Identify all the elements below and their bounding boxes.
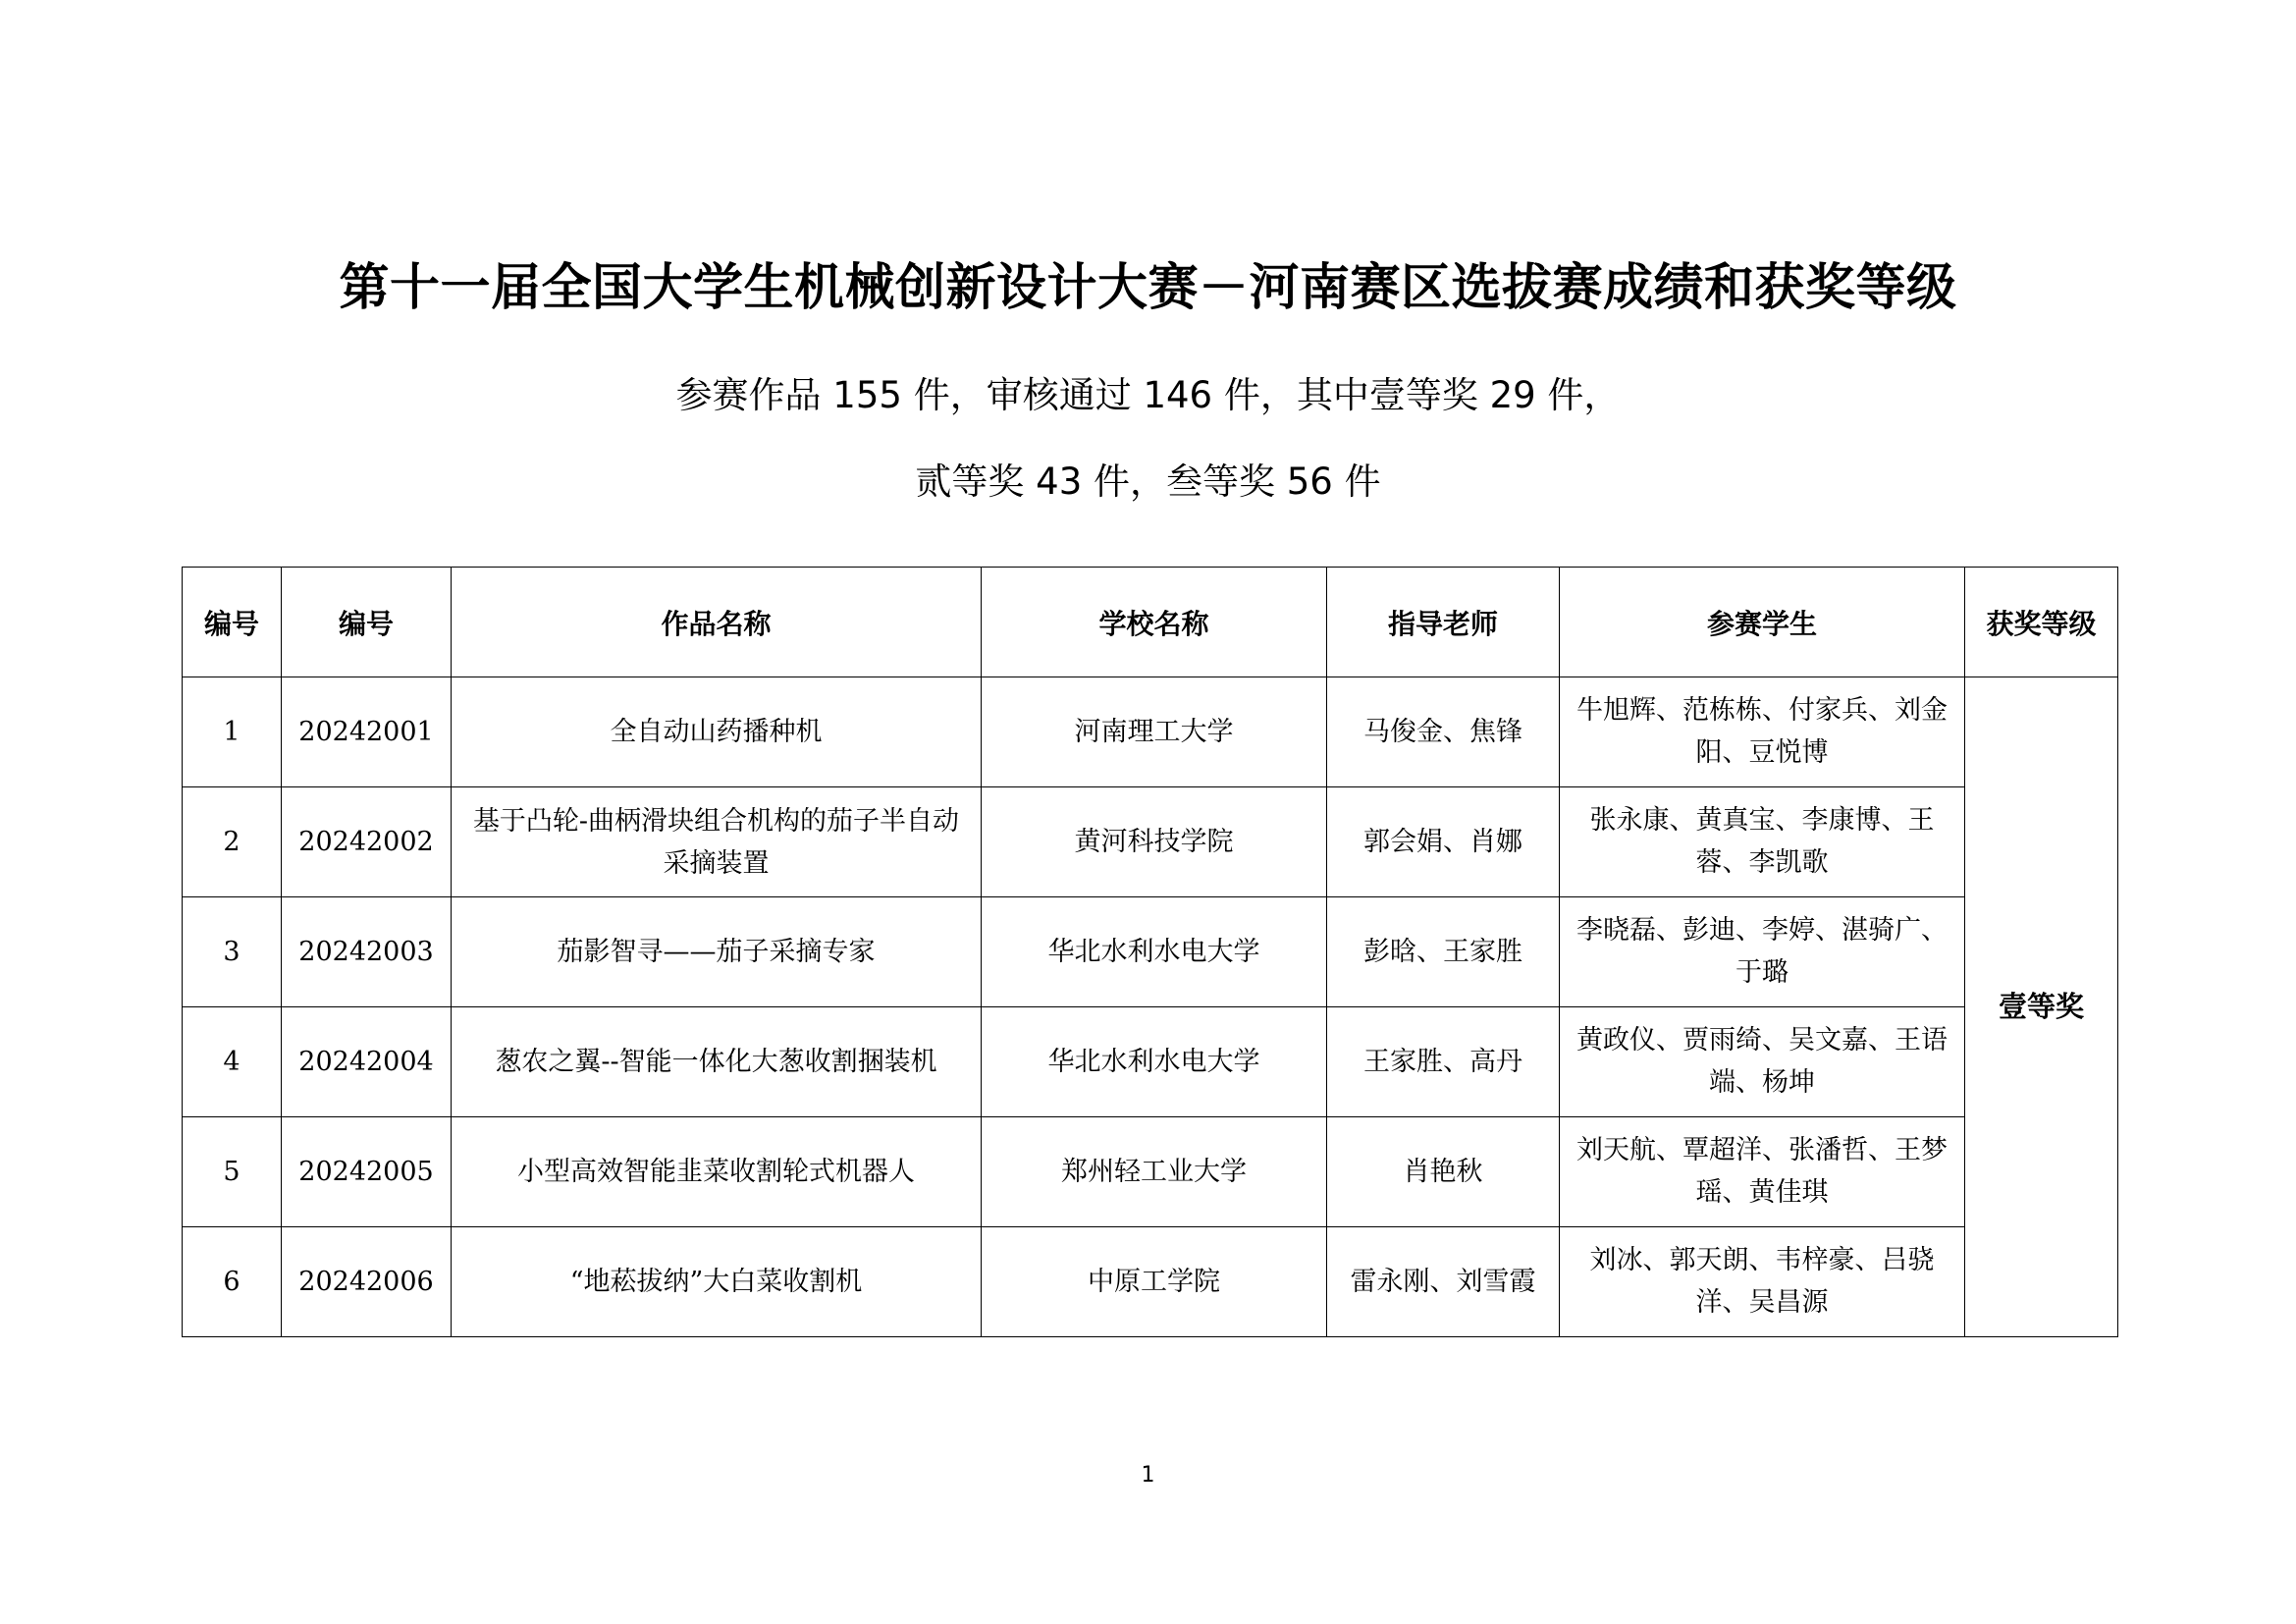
cell-code: 20242004 xyxy=(282,1007,452,1117)
cell-index: 6 xyxy=(183,1227,282,1337)
cell-advisors: 肖艳秋 xyxy=(1327,1117,1560,1227)
summary-line-2: 贰等奖 43 件，叁等奖 56 件 xyxy=(915,460,1381,503)
cell-code: 20242006 xyxy=(282,1227,452,1337)
table-row xyxy=(183,897,2118,1007)
cell-school: 黄河科技学院 xyxy=(982,787,1327,897)
cell-school: 中原工学院 xyxy=(982,1227,1327,1337)
table-row xyxy=(183,677,2118,787)
cell-school: 华北水利水电大学 xyxy=(982,1007,1327,1117)
table-row xyxy=(183,1117,2118,1227)
header-school: 学校名称 xyxy=(982,568,1327,677)
cell-index: 4 xyxy=(183,1007,282,1117)
cell-index: 3 xyxy=(183,897,282,1007)
cell-code: 20242001 xyxy=(282,677,452,787)
header-code: 编号 xyxy=(282,568,452,677)
cell-advisors: 郭会娟、肖娜 xyxy=(1327,787,1560,897)
cell-students: 牛旭辉、范栋栋、付家兵、刘金阳、豆悦博 xyxy=(1560,677,1965,787)
header-award: 获奖等级 xyxy=(1965,568,2118,677)
cell-students: 刘天航、覃超洋、张潘哲、王梦瑶、黄佳琪 xyxy=(1560,1117,1965,1227)
awards-table xyxy=(182,567,2118,1337)
table-header-row xyxy=(183,568,2118,677)
cell-award-level: 壹等奖 xyxy=(1965,677,2118,1337)
cell-project: “地菘拔纳”大白菜收割机 xyxy=(452,1227,982,1337)
header-students: 参赛学生 xyxy=(1560,568,1965,677)
cell-students: 李晓磊、彭迪、李婷、湛骑广、于璐 xyxy=(1560,897,1965,1007)
cell-code: 20242002 xyxy=(282,787,452,897)
document-title: 第十一届全国大学生机械创新设计大赛－河南赛区选拔赛成绩和获奖等级 xyxy=(339,259,1957,317)
cell-project: 小型高效智能韭菜收割轮式机器人 xyxy=(452,1117,982,1227)
cell-students: 张永康、黄真宝、李康博、王蓉、李凯歌 xyxy=(1560,787,1965,897)
header-project: 作品名称 xyxy=(452,568,982,677)
cell-index: 5 xyxy=(183,1117,282,1227)
cell-index: 1 xyxy=(183,677,282,787)
cell-project: 基于凸轮-曲柄滑块组合机构的茄子半自动采摘装置 xyxy=(452,787,982,897)
cell-school: 华北水利水电大学 xyxy=(982,897,1327,1007)
cell-index: 2 xyxy=(183,787,282,897)
table-row xyxy=(183,1227,2118,1337)
cell-project: 全自动山药播种机 xyxy=(452,677,982,787)
page-number: 1 xyxy=(1141,1463,1155,1488)
cell-school: 郑州轻工业大学 xyxy=(982,1117,1327,1227)
header-advisors: 指导老师 xyxy=(1327,568,1560,677)
cell-advisors: 王家胜、高丹 xyxy=(1327,1007,1560,1117)
cell-project: 葱农之翼--智能一体化大葱收割捆装机 xyxy=(452,1007,982,1117)
header-index: 编号 xyxy=(183,568,282,677)
cell-code: 20242005 xyxy=(282,1117,452,1227)
cell-code: 20242003 xyxy=(282,897,452,1007)
table-row xyxy=(183,1007,2118,1117)
summary-line-1: 参赛作品 155 件，审核通过 146 件，其中壹等奖 29 件， xyxy=(675,374,1621,416)
cell-advisors: 马俊金、焦锋 xyxy=(1327,677,1560,787)
cell-advisors: 雷永刚、刘雪霞 xyxy=(1327,1227,1560,1337)
table-row xyxy=(183,787,2118,897)
cell-school: 河南理工大学 xyxy=(982,677,1327,787)
cell-project: 茄影智寻——茄子采摘专家 xyxy=(452,897,982,1007)
cell-students: 黄政仪、贾雨绮、吴文嘉、王语端、杨坤 xyxy=(1560,1007,1965,1117)
cell-advisors: 彭晗、王家胜 xyxy=(1327,897,1560,1007)
cell-students: 刘冰、郭天朗、韦梓豪、吕骁洋、吴昌源 xyxy=(1560,1227,1965,1337)
